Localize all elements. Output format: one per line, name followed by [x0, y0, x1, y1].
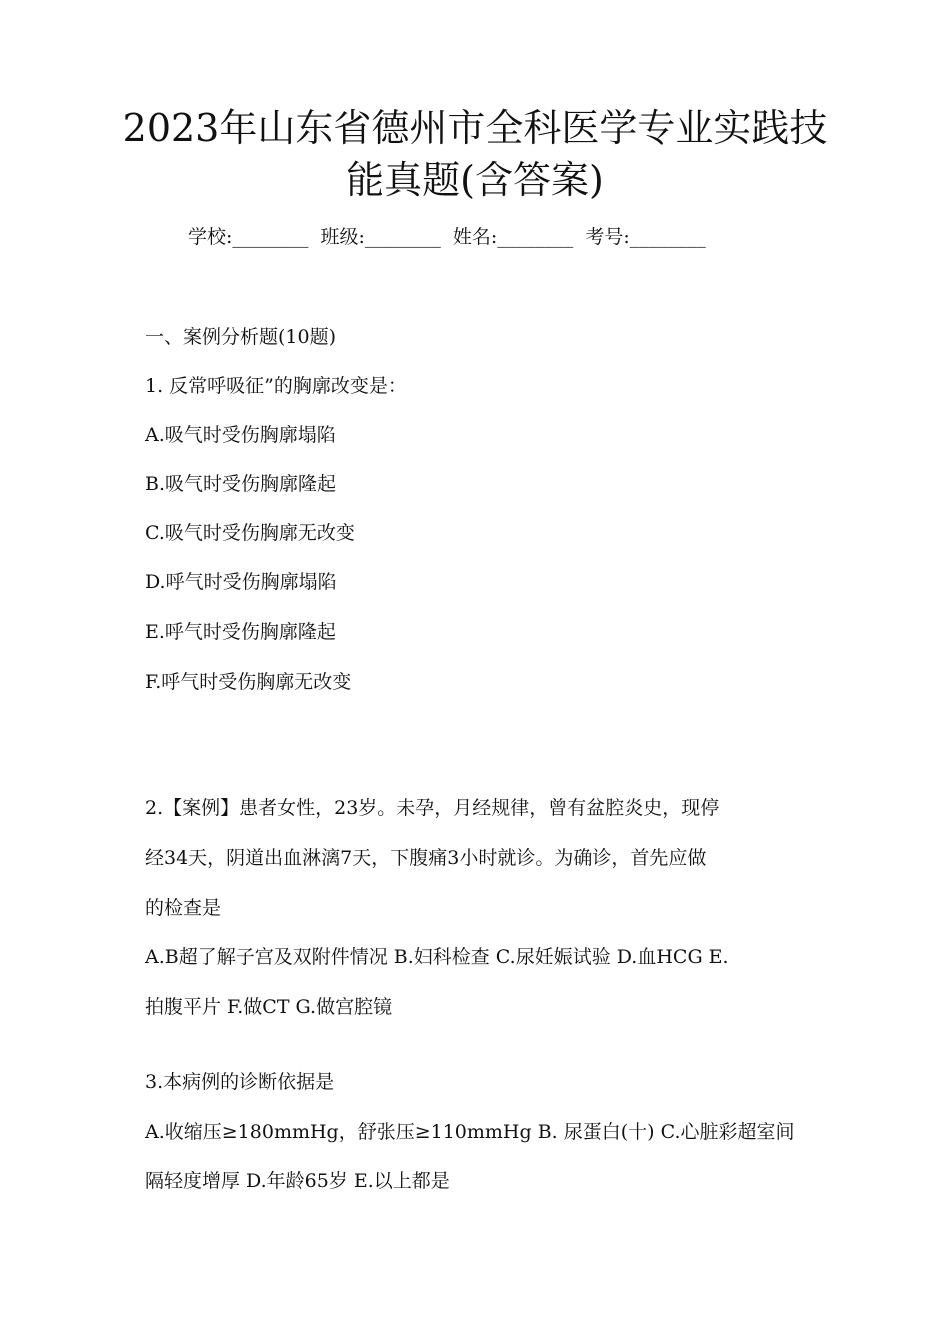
q1-option-a: A.吸气时受伤胸廓塌陷 — [145, 424, 336, 446]
q1-option-d: D.呼气时受伤胸廓塌陷 — [145, 571, 337, 593]
q1-option-f: F.呼气时受伤胸廓无改变 — [145, 671, 352, 693]
question-2-line-3: 的检查是 — [145, 897, 222, 919]
class-field: 班级:________ — [320, 226, 441, 248]
document-title-line-2: 能真题(含答案) — [346, 158, 604, 202]
q3-options-line-2: 隔轻度增厚 D.年龄65岁 E.以上都是 — [145, 1170, 450, 1192]
q2-options-line-2: 拍腹平片 F.做CT G.做宫腔镜 — [145, 996, 393, 1018]
question-2-line-1: 2.【案例】患者女性，23岁。未孕，月经规律，曾有盆腔炎史，现停 — [145, 797, 720, 819]
section-heading: 一、案例分析题(10题) — [145, 326, 337, 348]
school-field: 学校:________ — [188, 226, 309, 248]
name-field: 姓名:________ — [452, 226, 574, 248]
student-info-row — [188, 222, 712, 252]
q1-option-c: C.吸气时受伤胸廓无改变 — [145, 522, 355, 544]
question-1: 1. 反常呼吸征”的胸廓改变是： — [145, 375, 407, 397]
document-title-line-1: 2023年山东省德州市全科医学专业实践技 — [122, 106, 828, 150]
exam-number-field: 考号:________ — [585, 226, 706, 248]
q1-option-b: B.吸气时受伤胸廓隆起 — [145, 473, 337, 495]
q1-option-e: E.呼气时受伤胸廓隆起 — [145, 621, 336, 643]
question-3: 3.本病例的诊断依据是 — [145, 1071, 335, 1093]
q3-options-line-1: A.收缩压≥180mmHg，舒张压≥110mmHg B. 尿蛋白(十) C.心脏彩超室间 — [145, 1121, 795, 1143]
q2-options-line-1: A.B超了解子宫及双附件情况 B.妇科检查 C.尿妊娠试验 D.血HCG E. — [145, 946, 729, 968]
question-2-line-2: 经34天，阴道出血淋漓7天，下腹痛3小时就诊。为确诊，首先应做 — [145, 847, 707, 869]
